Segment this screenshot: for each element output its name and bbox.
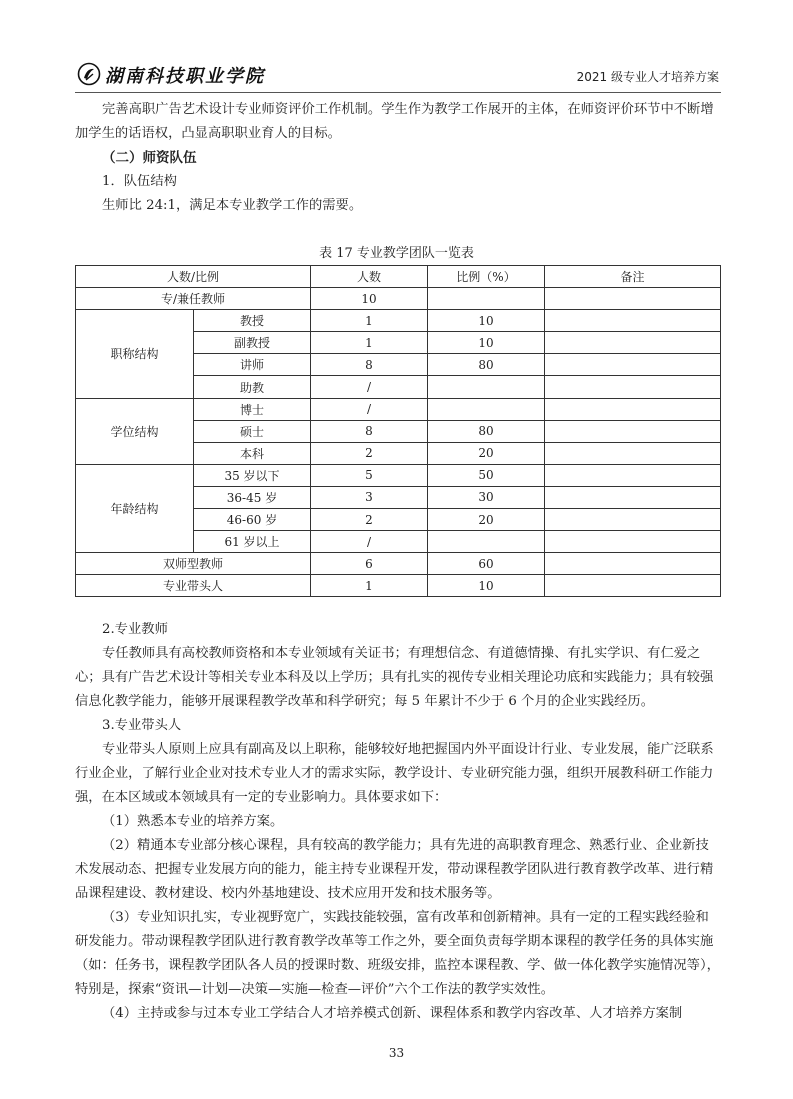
row-label: 双师型教师: [76, 553, 311, 575]
header-count: 人数: [311, 266, 428, 288]
row-percent: 20: [428, 442, 545, 464]
group-label-title: 职称结构: [76, 310, 194, 398]
row-remark: [545, 310, 721, 332]
row-remark: [545, 332, 721, 354]
row-label: 本科: [194, 442, 311, 464]
row-remark: [545, 464, 721, 486]
row-count: /: [311, 398, 428, 420]
table-row: [76, 464, 721, 486]
row-label: 硕士: [194, 420, 311, 442]
row-remark: [545, 354, 721, 376]
row-count: 5: [311, 464, 428, 486]
row-count: 8: [311, 354, 428, 376]
requirement-2: （2）精通本专业部分核心课程，具有较高的教学能力；具有先进的高职教育理念、熟悉行业、企业新技术发展动态、把握专业发展方向的能力，能主持专业课程开发，带动课程教学团队进行教育教学改革、进行精品课程建设、教材建设、校内外基地建设、技术应用开发和技术服务等。: [75, 838, 714, 901]
row-remark: [545, 486, 721, 508]
row-remark: [545, 575, 721, 597]
row-percent: 80: [428, 420, 545, 442]
row-percent: 30: [428, 486, 545, 508]
row-count: 8: [311, 420, 428, 442]
row-label: 博士: [194, 398, 311, 420]
table-row: [76, 310, 721, 332]
table-row: [76, 553, 721, 575]
row-percent: [428, 531, 545, 553]
table-header-row: [76, 266, 721, 288]
row-remark: [545, 442, 721, 464]
row-count: 10: [311, 288, 428, 310]
subheading-teachers: 2.专业教师: [102, 622, 168, 637]
table-row: [76, 575, 721, 597]
row-remark: [545, 376, 721, 398]
page-number: 33: [388, 1046, 405, 1060]
group-label-degree: 学位结构: [76, 398, 194, 464]
row-percent: [428, 376, 545, 398]
subheading-team-structure: 1．队伍结构: [102, 174, 177, 189]
section-title: （二）师资队伍: [102, 150, 197, 166]
requirement-3: （3）专业知识扎实，专业视野宽广，实践技能较强，富有改革和创新精神。具有一定的工程实践经验和研发能力。带动课程教学团队进行教育教学改革等工作之外，要全面负责每学期本课程的教学任务的具体实施（如：任务书，课程教学团队各人员的授课时数、班级安排，监控本课程教、学、做一体化教学实施情况等），特别是，探索“资讯—计划—决策—实施—检查—评价”六个工作法的教学实效性。: [75, 910, 720, 997]
ratio-text: 生师比 24:1，满足本专业教学工作的需要。: [102, 198, 363, 213]
row-count: 6: [311, 553, 428, 575]
row-percent: 50: [428, 464, 545, 486]
table-row: [76, 398, 721, 420]
row-count: 2: [311, 442, 428, 464]
row-remark: [545, 288, 721, 310]
school-logo-icon: [77, 62, 101, 86]
row-count: /: [311, 376, 428, 398]
row-label: 46-60 岁: [194, 509, 311, 531]
row-count: 2: [311, 509, 428, 531]
teaching-team-table: [75, 265, 721, 597]
header-category: 人数/比例: [76, 266, 311, 288]
row-label: 专业带头人: [76, 575, 311, 597]
row-label: 36-45 岁: [194, 486, 311, 508]
header-remark: 备注: [545, 266, 721, 288]
paragraph-teachers: 专任教师具有高校教师资格和本专业领域有关证书；有理想信念、有道德情操、有扎实学识、有仁爱之心；具有广告艺术设计等相关专业本科及以上学历；具有扎实的视传专业相关理论功底和实践能力；具有较强信息化教学能力，能够开展课程教学改革和科学研究；每 5 年累计不少于 6 个月的企业实践经历。: [75, 646, 714, 709]
row-remark: [545, 420, 721, 442]
row-percent: 10: [428, 575, 545, 597]
row-remark: [545, 531, 721, 553]
row-label: 助教: [194, 376, 311, 398]
row-percent: 60: [428, 553, 545, 575]
row-count: 3: [311, 486, 428, 508]
row-label: 讲师: [194, 354, 311, 376]
row-percent: 80: [428, 354, 545, 376]
group-label-age: 年龄结构: [76, 464, 194, 552]
row-remark: [545, 509, 721, 531]
page-header: [75, 58, 721, 93]
row-label: 副教授: [194, 332, 311, 354]
row-count: 1: [311, 310, 428, 332]
row-label: 35 岁以下: [194, 464, 311, 486]
header-percent: 比例（%）: [428, 266, 545, 288]
row-remark: [545, 398, 721, 420]
row-remark: [545, 553, 721, 575]
row-percent: 20: [428, 509, 545, 531]
row-label: 专/兼任教师: [76, 288, 311, 310]
school-name-logo: 湖南科技职业学院: [105, 66, 265, 87]
row-percent: 10: [428, 332, 545, 354]
requirement-1: （1）熟悉本专业的培养方案。: [102, 814, 284, 829]
subheading-leader: 3.专业带头人: [102, 718, 182, 733]
paragraph-leader: 专业带头人原则上应具有副高及以上职称，能够较好地把握国内外平面设计行业、专业发展，能广泛联系行业企业，了解行业企业对技术专业人才的需求实际，教学设计、专业研究能力强，组织开展教科研工作能力强，在本区域或本领域具有一定的专业影响力。具体要求如下：: [75, 742, 714, 805]
row-count: /: [311, 531, 428, 553]
row-count: 1: [311, 575, 428, 597]
row-percent: [428, 398, 545, 420]
row-percent: [428, 288, 545, 310]
table-caption: 表 17 专业教学团队一览表: [319, 246, 474, 261]
row-label: 教授: [194, 310, 311, 332]
document-title: 2021 级专业人才培养方案: [576, 70, 719, 84]
requirement-4: （4）主持或参与过本专业工学结合人才培养模式创新、课程体系和教学内容改革、人才培养方案制: [102, 1006, 683, 1021]
row-count: 1: [311, 332, 428, 354]
row-label: 61 岁以上: [194, 531, 311, 553]
table-row: [76, 288, 721, 310]
paragraph-intro: 完善高职广告艺术设计专业师资评价工作机制。学生作为教学工作展开的主体，在师资评价环节中不断增加学生的话语权，凸显高职职业育人的目标。: [75, 102, 714, 141]
row-percent: 10: [428, 310, 545, 332]
